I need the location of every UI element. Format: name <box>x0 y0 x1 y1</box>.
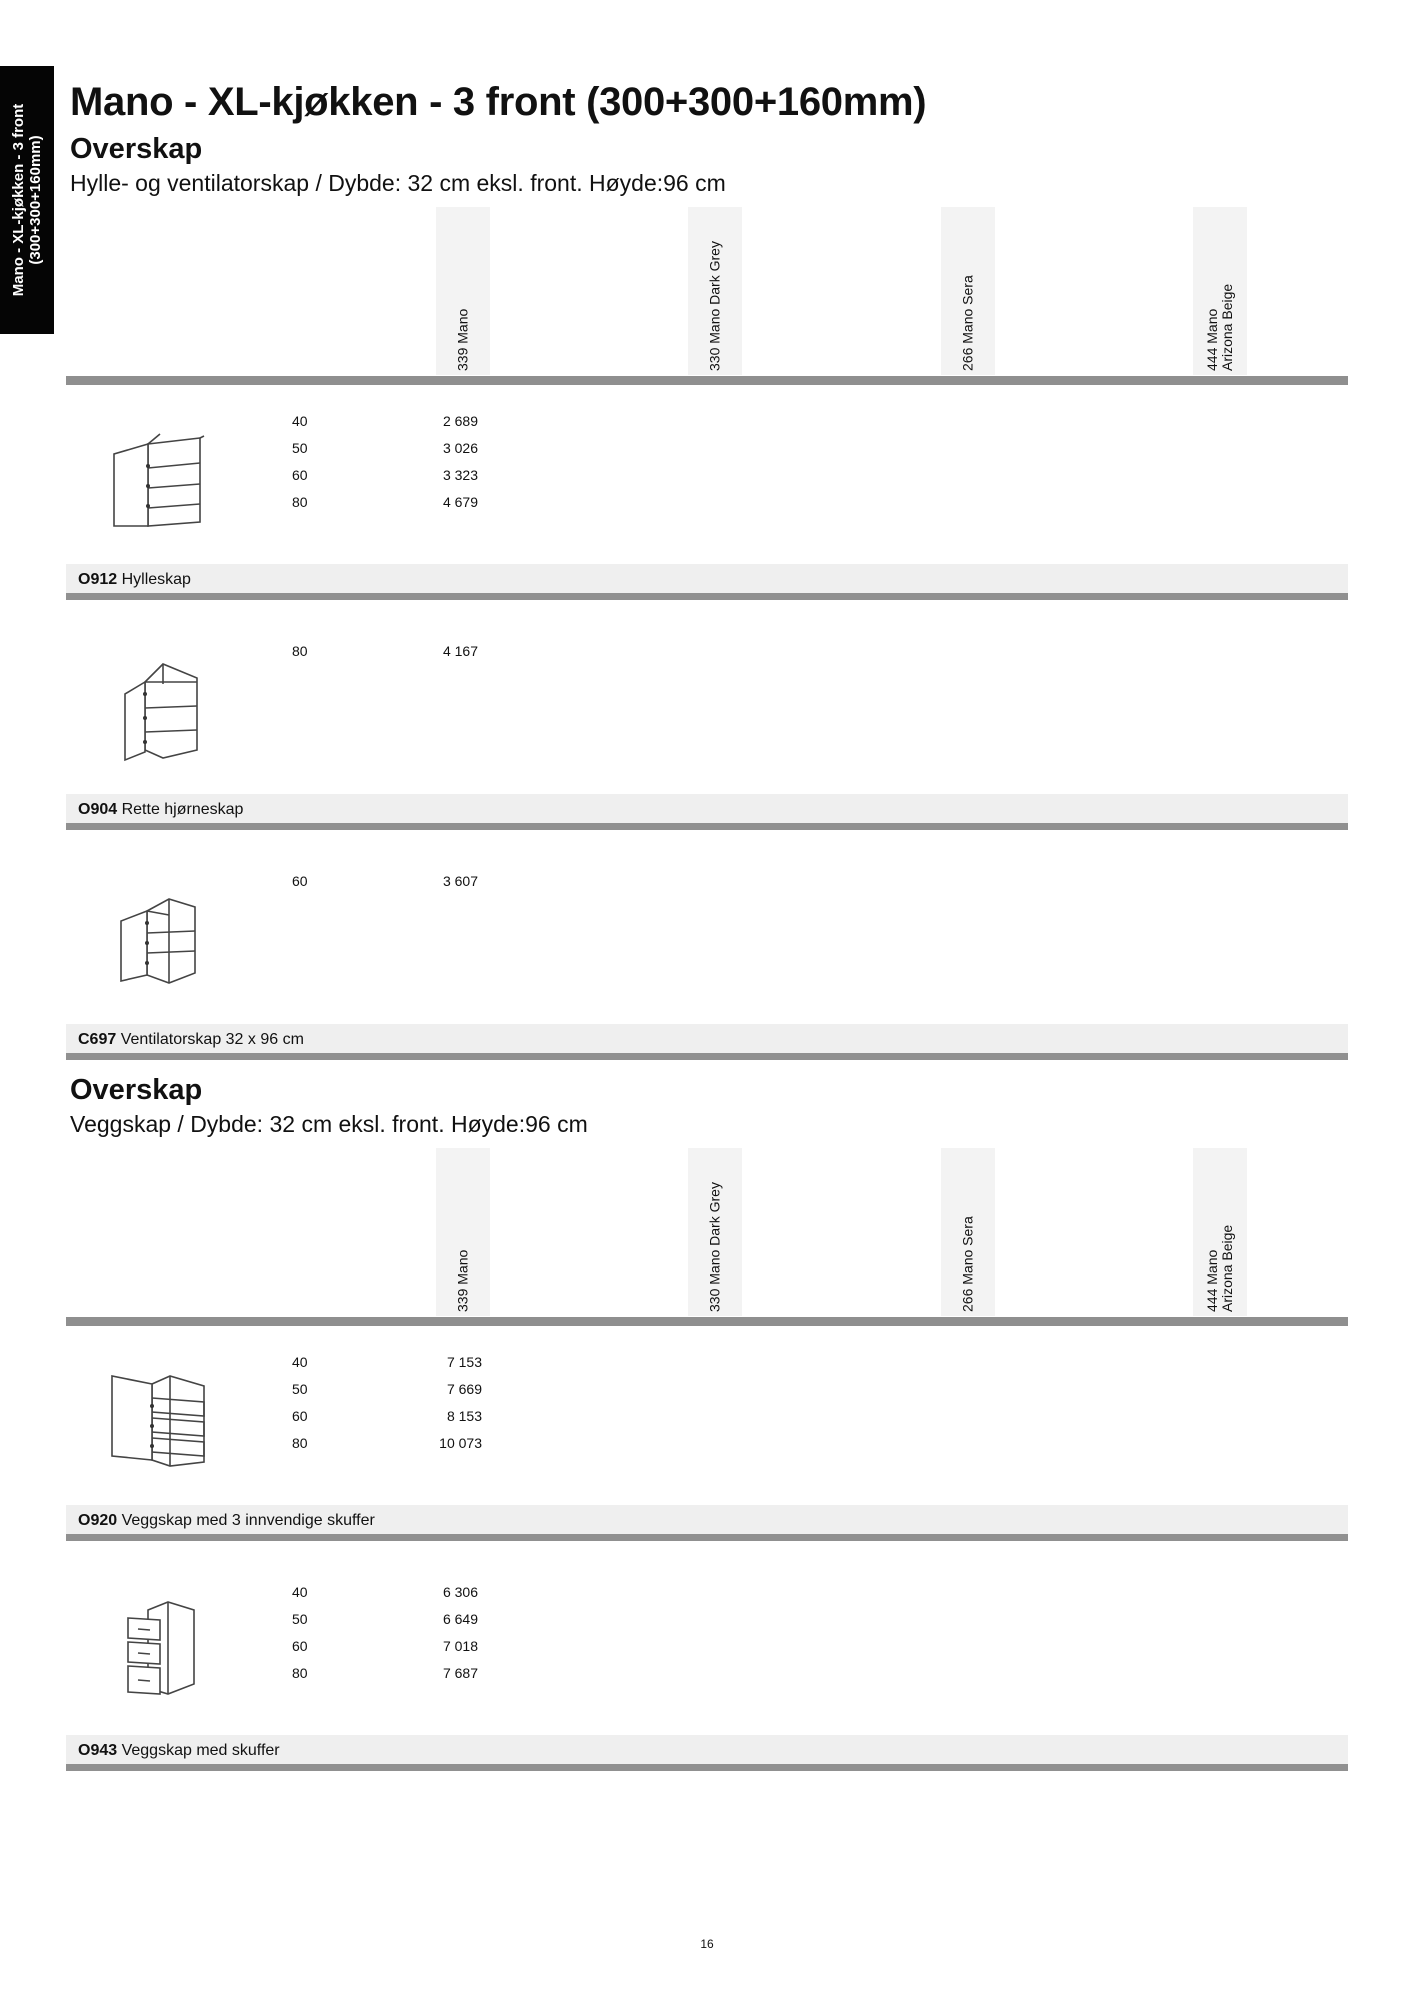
size-value: 60 <box>292 1638 308 1654</box>
column-header-266-mano-sera <box>941 207 995 375</box>
side-tab-text <box>10 104 44 297</box>
row-divider <box>66 1053 1348 1060</box>
product-label <box>78 1512 375 1530</box>
row-divider <box>66 593 1348 600</box>
price-list <box>430 1579 478 1687</box>
product-label <box>78 1742 280 1760</box>
size-value: 50 <box>292 1611 308 1627</box>
product-label <box>78 571 191 589</box>
size-value: 50 <box>292 440 308 456</box>
column-header-label: 339 Mano <box>454 1249 471 1312</box>
product-code: O912 <box>78 571 118 588</box>
product-name: Veggskap med 3 innvendige skuffer <box>121 1512 375 1529</box>
price-list <box>430 408 478 516</box>
column-header-444-mano-arizona-beige <box>1193 207 1247 375</box>
column-header-label: 339 Mano <box>454 308 471 371</box>
price-value: 3 026 <box>442 440 478 456</box>
size-value: 40 <box>292 413 308 429</box>
section-subtitle: Hylle- og ventilatorskap / Dybde: 32 cm eksl. front. Høyde:96 cm <box>70 170 726 196</box>
price-value: 6 306 <box>442 1584 478 1600</box>
column-header-330-mano-dark-grey <box>688 1148 742 1316</box>
size-value: 60 <box>292 873 308 889</box>
side-tab <box>0 66 54 334</box>
row-divider <box>66 1534 1348 1541</box>
size-value: 60 <box>292 467 308 483</box>
product-code: C697 <box>78 1031 117 1048</box>
price-list <box>430 868 478 895</box>
size-value: 40 <box>292 1354 308 1370</box>
header-divider <box>66 376 1348 385</box>
size-value: 60 <box>292 1408 308 1424</box>
ventilator-cabinet-icon <box>117 895 201 985</box>
corner-cabinet-icon <box>115 660 205 762</box>
size-list <box>292 638 308 665</box>
row-divider <box>66 1764 1348 1771</box>
product-label <box>78 801 243 819</box>
size-value: 80 <box>292 643 308 659</box>
column-header-266-mano-sera <box>941 1148 995 1316</box>
price-list <box>430 638 478 665</box>
price-value: 3 323 <box>442 467 478 483</box>
section-heading: Overskap <box>70 1074 203 1106</box>
section-heading: Overskap <box>70 133 203 165</box>
product-label-band <box>66 1024 1348 1053</box>
column-header-label: 266 Mano Sera <box>959 1216 976 1312</box>
column-header-444-mano-arizona-beige <box>1193 1148 1247 1316</box>
product-name: Hylleskap <box>121 571 191 588</box>
product-code: O943 <box>78 1742 118 1759</box>
price-value: 7 153 <box>446 1354 482 1370</box>
size-value: 80 <box>292 1665 308 1681</box>
page-number: 16 <box>700 1937 714 1951</box>
product-label-band <box>66 564 1348 593</box>
price-value: 7 018 <box>442 1638 478 1654</box>
size-list <box>292 868 308 895</box>
column-header-330-mano-dark-grey <box>688 207 742 375</box>
price-list <box>430 1349 482 1457</box>
price-value: 7 687 <box>442 1665 478 1681</box>
price-value: 10 073 <box>439 1435 482 1451</box>
drawer-cabinet-icon <box>124 1598 198 1702</box>
column-header-339-mano <box>436 207 490 375</box>
price-value: 6 649 <box>442 1611 478 1627</box>
product-name: Rette hjørneskap <box>121 801 244 818</box>
column-header-label: 444 Mano Arizona Beige <box>1204 1224 1235 1312</box>
section-subtitle: Veggskap / Dybde: 32 cm eksl. front. Høyde:96 cm <box>70 1111 588 1137</box>
size-list <box>292 408 308 516</box>
column-header-label: 330 Mano Dark Grey <box>706 1182 723 1312</box>
product-label-band <box>66 1505 1348 1534</box>
price-value: 4 167 <box>442 643 478 659</box>
header-divider <box>66 1317 1348 1326</box>
price-value: 7 669 <box>446 1381 482 1397</box>
product-label-band <box>66 794 1348 823</box>
column-header-label: 266 Mano Sera <box>959 275 976 371</box>
shelf-cabinet-icon <box>108 430 208 530</box>
product-name: Ventilatorskap 32 x 96 cm <box>120 1031 304 1048</box>
size-value: 50 <box>292 1381 308 1397</box>
cabinet-inner-drawers-icon <box>106 1372 208 1468</box>
product-code: O920 <box>78 1512 118 1529</box>
size-value: 40 <box>292 1584 308 1600</box>
product-code: O904 <box>78 801 118 818</box>
price-value: 2 689 <box>442 413 478 429</box>
page-title: Mano - XL-kjøkken - 3 front (300+300+160mm) <box>70 80 927 124</box>
size-value: 80 <box>292 1435 308 1451</box>
price-value: 4 679 <box>442 494 478 510</box>
row-divider <box>66 823 1348 830</box>
size-value: 80 <box>292 494 308 510</box>
size-list <box>292 1349 308 1457</box>
product-label-band <box>66 1735 1348 1764</box>
product-name: Veggskap med skuffer <box>121 1742 280 1759</box>
size-list <box>292 1579 308 1687</box>
side-tab-text-line: Mano - XL-kjøkken - 3 front (300+300+160mm) <box>10 103 44 297</box>
product-label <box>78 1031 304 1049</box>
price-value: 3 607 <box>442 873 478 889</box>
column-header-339-mano <box>436 1148 490 1316</box>
column-header-label: 444 Mano Arizona Beige <box>1204 283 1235 371</box>
price-value: 8 153 <box>446 1408 482 1424</box>
column-header-label: 330 Mano Dark Grey <box>706 241 723 371</box>
